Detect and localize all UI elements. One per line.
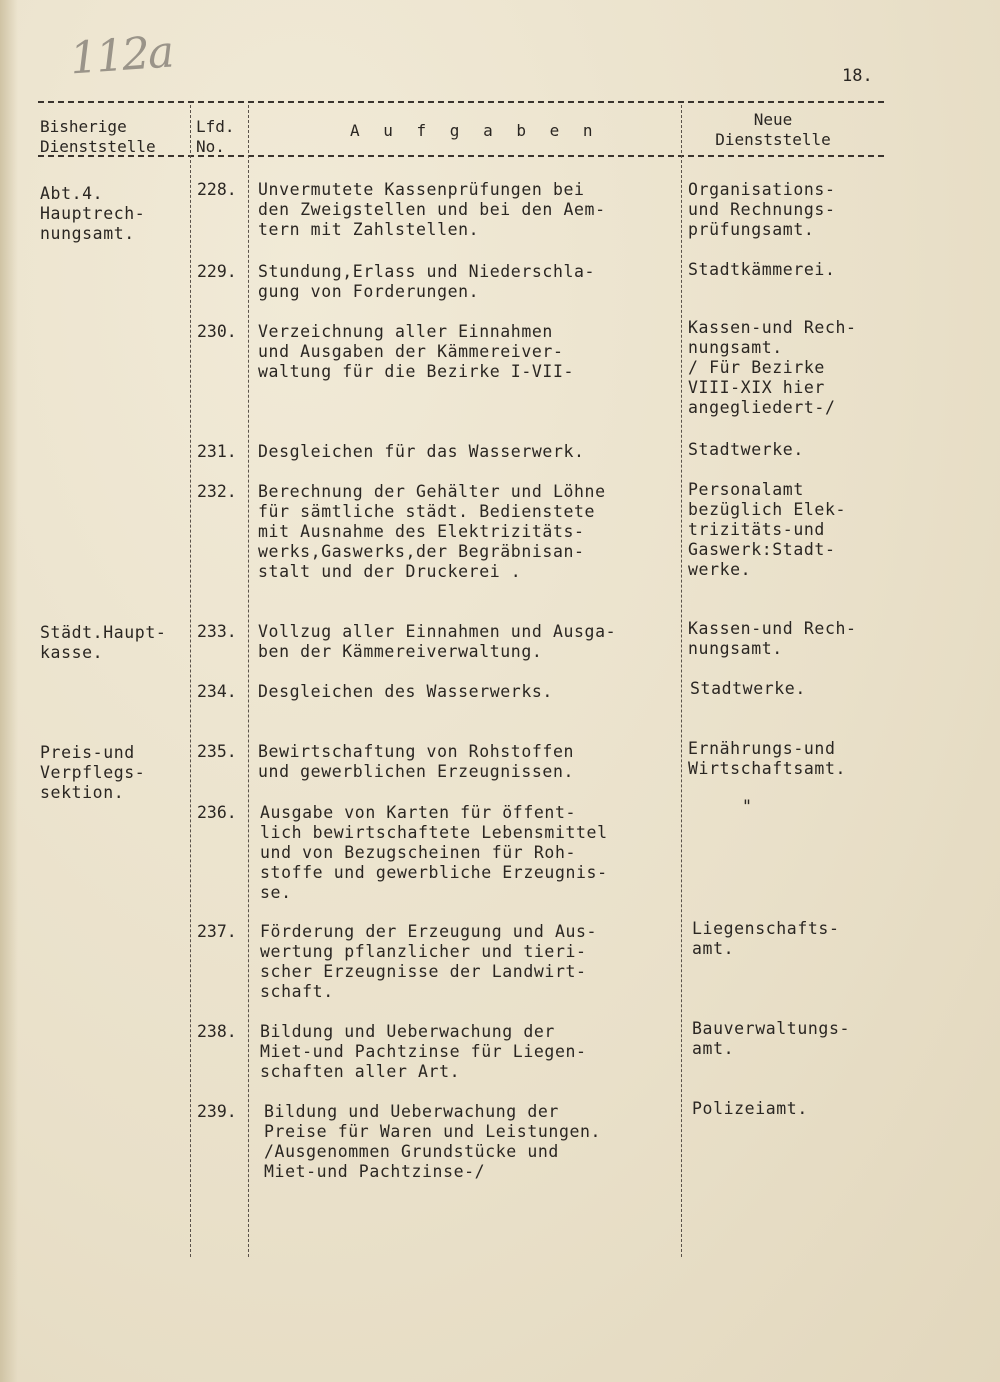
row-number: 230.: [197, 322, 237, 341]
row-new-office: Ernährungs-und Wirtschaftsamt.: [688, 739, 847, 778]
column-divider-1: [190, 105, 191, 1257]
handwritten-note: 112a: [68, 26, 174, 85]
section-label: Abt.4. Hauptrech- nungsamt.: [40, 184, 146, 243]
row-number: 233.: [197, 622, 237, 641]
row-new-office: Organisations- und Rechnungs- prüfungsamt.: [688, 180, 836, 239]
row-task: Verzeichnung aller Einnahmen und Ausgaben der Kämmereiver- waltung für die Bezirke I-VII-: [258, 322, 575, 381]
header-lfd-no: Lfd. No.: [196, 117, 235, 156]
row-new-office: Kassen-und Rech- nungsamt. / Für Bezirke VIII-XIX hier angegliedert-/: [688, 318, 857, 417]
row-number: 234.: [197, 682, 237, 701]
row-task: Unvermutete Kassenprüfungen bei den Zweigstellen und bei den Aem- tern mit Zahlstellen.: [258, 180, 606, 239]
row-task: Bildung und Ueberwachung der Miet-und Pachtzinse für Liegen- schaften aller Art.: [260, 1022, 587, 1081]
row-task: Bewirtschaftung von Rohstoffen und gewerblichen Erzeugnissen.: [258, 742, 575, 781]
row-number: 236.: [197, 803, 237, 822]
header-bisherige-dienststelle: Bisherige Dienststelle: [40, 117, 156, 156]
header-bottom-rule: [38, 155, 884, 157]
row-task: Förderung der Erzeugung und Aus- wertung pflanzlicher und tieri- scher Erzeugnisse der Landwirt- schaft.: [260, 922, 598, 1001]
header-neue-dienststelle: Neue Dienststelle: [715, 110, 831, 149]
row-new-office-ditto: ": [742, 797, 753, 816]
row-new-office: Stadtkämmerei.: [688, 260, 836, 279]
row-number: 228.: [197, 180, 237, 199]
row-number: 231.: [197, 442, 237, 461]
row-task: Stundung,Erlass und Niederschla- gung von Forderungen.: [258, 262, 596, 301]
row-task: Desgleichen des Wasserwerks.: [258, 682, 553, 701]
row-number: 232.: [197, 482, 237, 501]
row-number: 229.: [197, 262, 237, 281]
row-new-office: Polizeiamt.: [692, 1099, 808, 1118]
row-new-office: Personalamt bezüglich Elek- trizitäts-und Gaswerk:Stadt- werke.: [688, 480, 847, 579]
column-divider-2: [248, 105, 249, 1257]
section-label: Preis-und Verpflegs- sektion.: [40, 743, 146, 802]
row-task: Bildung und Ueberwachung der Preise für Waren und Leistungen. /Ausgenommen Grundstücke und Miet-und Pachtzinse-/: [264, 1102, 602, 1181]
row-number: 239.: [197, 1102, 237, 1121]
header-top-rule: [38, 101, 884, 103]
page-edge-shadow: [0, 0, 18, 1382]
header-aufgaben: A u f g a b e n: [350, 121, 600, 140]
row-new-office: Bauverwaltungs- amt.: [692, 1019, 851, 1058]
row-number: 238.: [197, 1022, 237, 1041]
row-task: Vollzug aller Einnahmen und Ausga- ben der Kämmereiverwaltung.: [258, 622, 617, 661]
row-new-office: Stadtwerke.: [690, 679, 806, 698]
section-label: Städt.Haupt- kasse.: [40, 623, 167, 662]
column-divider-3: [681, 105, 682, 1257]
row-task: Desgleichen für das Wasserwerk.: [258, 442, 585, 461]
row-task: Berechnung der Gehälter und Löhne für sämtliche städt. Bedienstete mit Ausnahme des Elektrizitäts- werks,Gaswerks,der Begräbnisan- stalt und der Druckerei .: [258, 482, 606, 581]
page-number: 18.: [842, 66, 873, 86]
row-number: 235.: [197, 742, 237, 761]
row-new-office: Kassen-und Rech- nungsamt.: [688, 619, 857, 658]
row-new-office: Liegenschafts- amt.: [692, 919, 840, 958]
row-task: Ausgabe von Karten für öffent- lich bewirtschaftete Lebensmittel und von Bezugscheinen für Roh- stoffe und gewerbliche Erzeugnis- se.: [260, 803, 608, 902]
row-new-office: Stadtwerke.: [688, 440, 804, 459]
row-number: 237.: [197, 922, 237, 941]
